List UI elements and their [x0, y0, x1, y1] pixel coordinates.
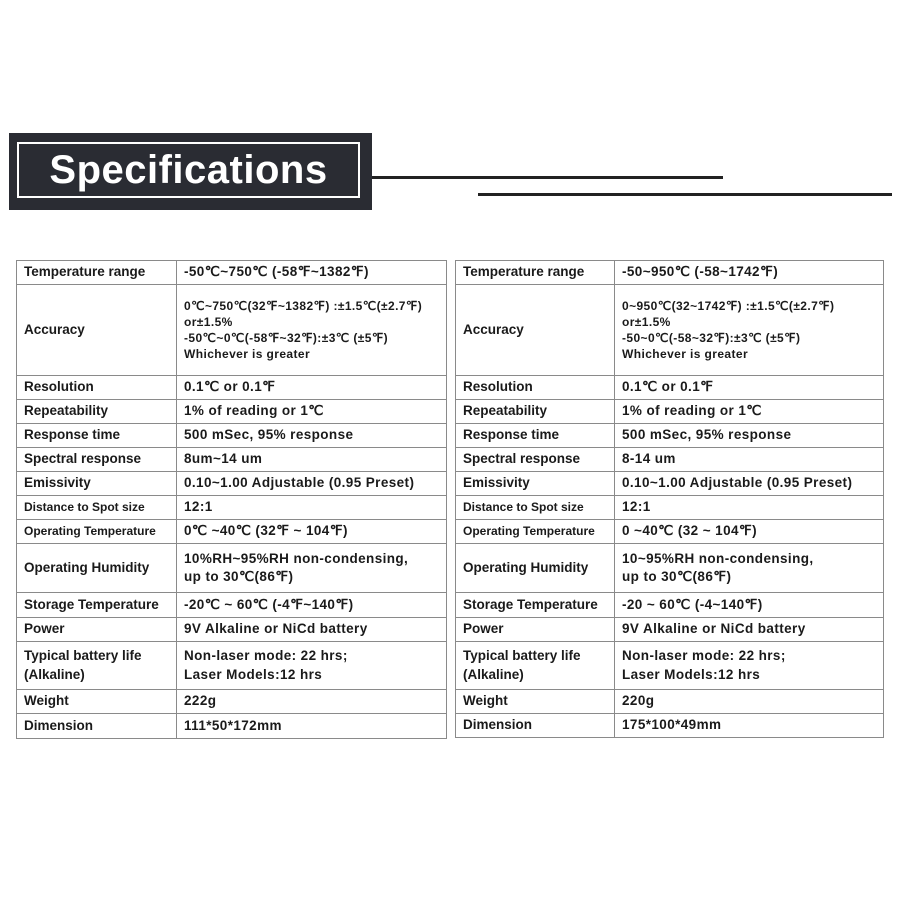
spec-value	[177, 261, 447, 285]
spec-row	[17, 544, 447, 593]
spec-value-text: -50℃~0℃(-58℉~32℉):±3℃ (±5℉)	[184, 331, 389, 345]
spec-row	[456, 285, 884, 376]
spec-label	[17, 424, 177, 448]
spec-value-text: Non-laser mode: 22 hrs;	[622, 648, 786, 664]
spec-row	[17, 618, 447, 642]
spec-row	[17, 261, 447, 285]
page-title: Specifications	[49, 147, 328, 192]
spec-row	[456, 448, 884, 472]
spec-row	[17, 642, 447, 690]
spec-value	[177, 544, 447, 593]
spec-label-text: (Alkaline)	[24, 666, 85, 682]
spec-label	[456, 285, 615, 376]
spec-value-text: or±1.5%	[184, 314, 233, 329]
spec-value	[177, 496, 447, 520]
divider-line	[478, 193, 892, 196]
spec-label-text: Operating Humidity	[463, 559, 589, 575]
spec-label-text: Temperature range	[24, 264, 146, 280]
spec-label	[456, 472, 615, 496]
spec-label-text: Response time	[24, 427, 121, 443]
spec-row	[456, 520, 884, 544]
spec-value-text: or±1.5%	[622, 314, 671, 329]
divider-line	[372, 176, 723, 179]
spec-value-text: up to 30℃(86℉)	[184, 569, 294, 584]
spec-value-text: 0.1℃ or 0.1℉	[622, 379, 714, 395]
spec-label	[456, 448, 615, 472]
spec-value-text: 175*100*49mm	[622, 717, 722, 733]
spec-row	[17, 520, 447, 544]
spec-row	[17, 593, 447, 618]
spec-table-left	[16, 260, 447, 739]
spec-row	[456, 496, 884, 520]
spec-row	[17, 448, 447, 472]
spec-label-text: Storage Temperature	[463, 596, 598, 612]
spec-row	[17, 376, 447, 400]
spec-value	[177, 472, 447, 496]
spec-label-text: Dimension	[463, 717, 533, 733]
spec-label-text: Storage Temperature	[24, 596, 159, 612]
specifications-banner	[9, 133, 372, 210]
spec-label	[456, 496, 615, 520]
spec-value-text: -20 ~ 60℃ (-4~140℉)	[622, 596, 763, 612]
spec-value	[615, 285, 884, 376]
spec-value	[615, 424, 884, 448]
spec-label-text: Temperature range	[463, 264, 585, 280]
spec-label	[17, 690, 177, 714]
spec-value-text: 0 ~40℃ (32 ~ 104℉)	[622, 523, 758, 539]
spec-row	[456, 261, 884, 285]
spec-value-text: 0℃ ~40℃ (32℉ ~ 104℉)	[184, 523, 348, 539]
spec-value	[615, 376, 884, 400]
spec-value-text: 10~95%RH non-condensing,	[622, 550, 814, 566]
spec-label	[456, 400, 615, 424]
spec-label-text: (Alkaline)	[463, 666, 524, 682]
spec-label	[17, 544, 177, 593]
spec-row	[456, 618, 884, 642]
spec-label-text: Operating Humidity	[24, 559, 150, 575]
spec-label-text: Power	[463, 621, 504, 637]
spec-label	[17, 448, 177, 472]
spec-value	[177, 520, 447, 544]
spec-label	[17, 496, 177, 520]
spec-value	[615, 642, 884, 690]
spec-value-text: 0.10~1.00 Adjustable (0.95 Preset)	[184, 475, 415, 491]
spec-value	[177, 714, 447, 739]
spec-label-text: Emissivity	[463, 475, 530, 491]
spec-value-text: Laser Models:12 hrs	[184, 666, 323, 682]
spec-value-text: 500 mSec, 95% response	[622, 427, 792, 443]
spec-value	[177, 400, 447, 424]
spec-label	[17, 472, 177, 496]
spec-value-text: 220g	[622, 693, 655, 709]
spec-row	[456, 593, 884, 618]
spec-value-text: Non-laser mode: 22 hrs;	[184, 648, 348, 664]
spec-value-text: Whichever is greater	[184, 347, 311, 362]
spec-row	[17, 472, 447, 496]
spec-value-text: 1% of reading or 1℃	[622, 403, 762, 419]
spec-label-text: Operating Temperature	[463, 524, 595, 539]
spec-label	[456, 593, 615, 618]
spec-value	[177, 448, 447, 472]
spec-value-text: 0.10~1.00 Adjustable (0.95 Preset)	[622, 475, 853, 491]
spec-row	[456, 714, 884, 738]
spec-value-text: -50~950℃ (-58~1742℉)	[622, 264, 779, 280]
spec-value	[615, 261, 884, 285]
spec-value	[177, 642, 447, 690]
spec-value-text: -50℃~750℃ (-58℉~1382℉)	[184, 264, 369, 280]
spec-label-text: Spectral response	[24, 451, 142, 467]
spec-value-text: 12:1	[622, 499, 651, 515]
spec-row	[456, 690, 884, 714]
spec-value-text: 0℃~750℃(32℉~1382℉) :±1.5℃(±2.7℉)	[184, 298, 423, 313]
spec-value-text: 500 mSec, 95% response	[184, 427, 354, 443]
spec-value-text: Laser Models:12 hrs	[622, 666, 761, 682]
spec-label-text: Dimension	[24, 717, 94, 733]
spec-value-text: Whichever is greater	[622, 347, 749, 362]
spec-value-text: 8um~14 um	[184, 451, 263, 467]
spec-row	[456, 376, 884, 400]
spec-label	[456, 690, 615, 714]
spec-label-text: Repeatability	[24, 403, 109, 419]
spec-label	[17, 285, 177, 376]
spec-value	[615, 618, 884, 642]
spec-label-text: Distance to Spot size	[24, 500, 145, 515]
spec-row	[17, 690, 447, 714]
spec-row	[456, 642, 884, 690]
spec-value	[177, 424, 447, 448]
spec-value	[615, 690, 884, 714]
spec-value	[177, 285, 447, 376]
spec-row	[456, 472, 884, 496]
spec-value-text: 10%RH~95%RH non-condensing,	[184, 550, 409, 566]
spec-label	[456, 544, 615, 593]
spec-label-text: Resolution	[463, 379, 533, 395]
spec-label	[456, 714, 615, 738]
spec-value	[615, 472, 884, 496]
spec-label-text: Power	[24, 621, 65, 637]
spec-table-right	[455, 260, 884, 738]
spec-label-text: Typical battery life	[24, 648, 142, 664]
spec-label-text: Repeatability	[463, 403, 548, 419]
spec-label	[456, 424, 615, 448]
spec-value-text: 9V Alkaline or NiCd battery	[184, 621, 368, 637]
spec-value	[615, 496, 884, 520]
spec-label-text: Typical battery life	[463, 648, 581, 664]
spec-label-text: Spectral response	[463, 451, 581, 467]
spec-row	[17, 714, 447, 739]
spec-label	[17, 618, 177, 642]
spec-value	[615, 520, 884, 544]
spec-value	[177, 618, 447, 642]
spec-row	[17, 285, 447, 376]
spec-value-text: 12:1	[184, 499, 213, 515]
spec-value-text: 0~950℃(32~1742℉) :±1.5℃(±2.7℉)	[622, 298, 835, 313]
spec-value	[615, 400, 884, 424]
spec-label	[17, 593, 177, 618]
spec-row	[456, 544, 884, 593]
spec-label	[17, 376, 177, 400]
spec-label	[17, 642, 177, 690]
spec-label-text: Emissivity	[24, 475, 91, 491]
banner-frame	[17, 142, 360, 198]
spec-label	[456, 520, 615, 544]
spec-label	[456, 642, 615, 690]
spec-row	[456, 424, 884, 448]
spec-label-text: Operating Temperature	[24, 524, 156, 539]
spec-label-text: Response time	[463, 427, 560, 443]
spec-value	[615, 714, 884, 738]
spec-value-text: 111*50*172mm	[184, 717, 282, 733]
spec-label-text: Weight	[463, 693, 508, 709]
spec-label	[17, 400, 177, 424]
spec-label	[456, 376, 615, 400]
spec-value-text: up to 30℃(86℉)	[622, 569, 732, 584]
spec-value-text: -20℃ ~ 60℃ (-4℉~140℉)	[184, 596, 354, 612]
spec-value	[615, 448, 884, 472]
spec-row	[17, 400, 447, 424]
spec-value	[177, 690, 447, 714]
spec-label	[456, 618, 615, 642]
spec-label	[17, 714, 177, 739]
spec-label-text: Distance to Spot size	[463, 500, 584, 515]
spec-label-text: Weight	[24, 693, 69, 709]
spec-label	[17, 520, 177, 544]
spec-row	[17, 496, 447, 520]
spec-value-text: 9V Alkaline or NiCd battery	[622, 621, 806, 637]
spec-value-text: 0.1℃ or 0.1℉	[184, 379, 276, 395]
spec-value-text: 8-14 um	[622, 451, 676, 467]
spec-value-text: 1% of reading or 1℃	[184, 403, 324, 419]
spec-value	[177, 593, 447, 618]
spec-row	[456, 400, 884, 424]
spec-value-text: -50~0℃(-58~32℉):±3℃ (±5℉)	[622, 331, 801, 345]
spec-value	[615, 544, 884, 593]
spec-label-text: Resolution	[24, 379, 94, 395]
spec-value	[615, 593, 884, 618]
spec-value	[177, 376, 447, 400]
spec-row	[17, 424, 447, 448]
spec-value-text: 222g	[184, 693, 217, 709]
spec-label	[17, 261, 177, 285]
spec-label	[456, 261, 615, 285]
spec-label-text: Accuracy	[463, 321, 524, 337]
spec-label-text: Accuracy	[24, 321, 85, 337]
